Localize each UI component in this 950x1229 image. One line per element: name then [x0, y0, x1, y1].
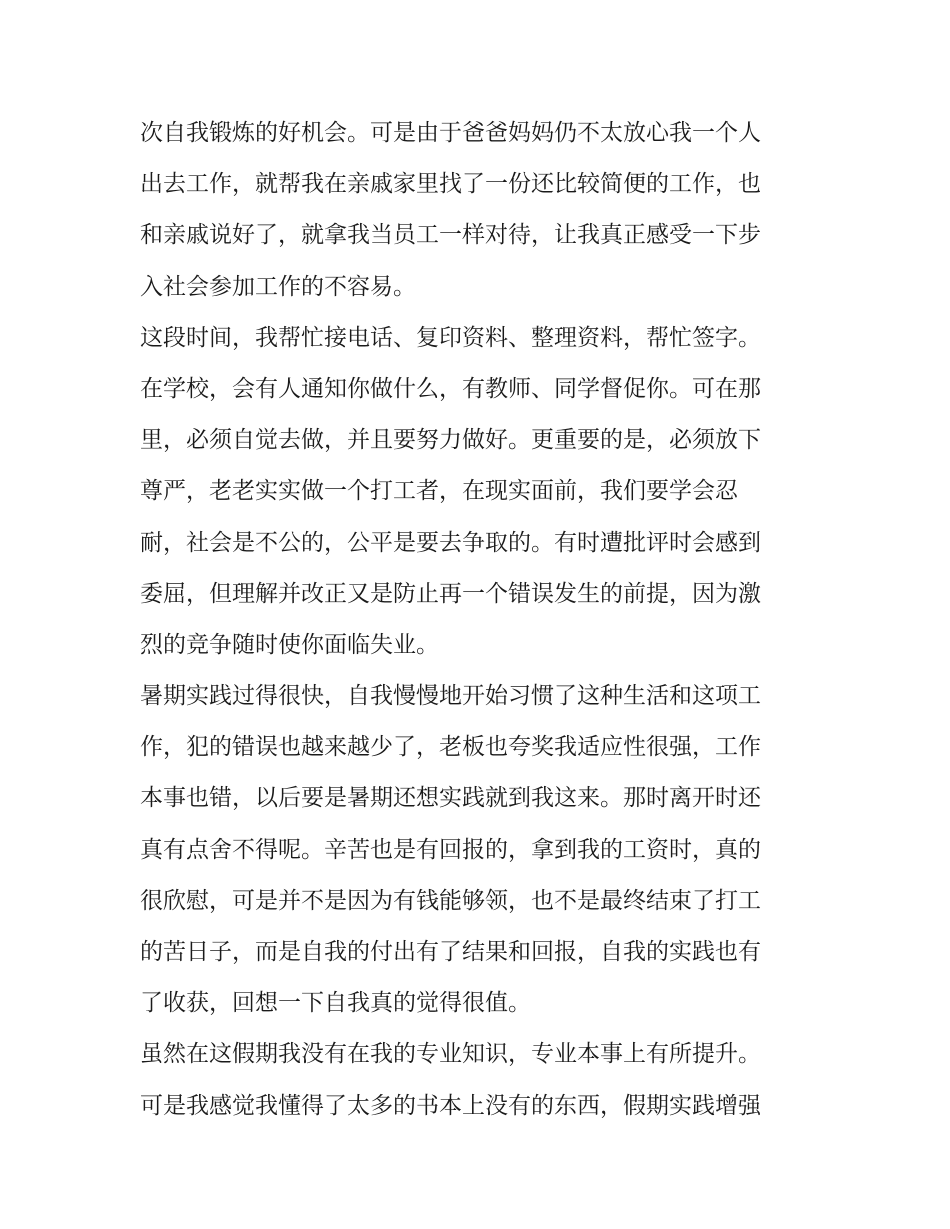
text-line: 委屈，但理解并改正又是防止再一个错误发生的前提，因为激	[140, 580, 761, 607]
text-line: 在学校，会有人通知你做什么，有教师、同学督促你。可在那	[140, 375, 761, 402]
text-line: 真有点舍不得呢。辛苦也是有回报的，拿到我的工资时，真的	[140, 836, 761, 863]
text-line: 出去工作，就帮我在亲戚家里找了一份还比较简便的工作，也	[140, 171, 761, 198]
text-line: 尊严，老老实实做一个打工者，在现实面前，我们要学会忍	[140, 478, 738, 505]
text-line: 里，必须自觉去做，并且要努力做好。更重要的是，必须放下	[140, 427, 761, 454]
text-line: 本事也错，以后要是暑期还想实践就到我这来。那时离开时还	[140, 785, 761, 812]
text-line: 耐，社会是不公的，公平是要去争取的。有时遭批评时会感到	[140, 529, 761, 556]
text-line: 烈的竞争随时使你面临失业。	[140, 631, 439, 658]
text-line: 这段时间，我帮忙接电话、复印资料、整理资料，帮忙签字。	[140, 324, 761, 351]
text-line: 可是我感觉我懂得了太多的书本上没有的东西，假期实践增强	[140, 1092, 761, 1119]
text-line: 虽然在这假期我没有在我的专业知识，专业本事上有所提升。	[140, 1041, 761, 1068]
text-line: 入社会参加工作的不容易。	[140, 273, 416, 300]
body-text	[140, 108, 820, 1132]
text-line: 作，犯的错误也越来越少了，老板也夸奖我适应性很强，工作	[140, 734, 761, 761]
text-line: 的苦日子，而是自我的付出有了结果和回报，自我的实践也有	[140, 939, 761, 965]
text-line: 次自我锻炼的好机会。可是由于爸爸妈妈仍不太放心我一个人	[140, 120, 761, 146]
text-line: 暑期实践过得很快，自我慢慢地开始习惯了这种生活和这项工	[140, 683, 761, 710]
text-line: 了收获，回想一下自我真的觉得很值。	[140, 990, 531, 1017]
text-line: 很欣慰，可是并不是因为有钱能够领，也不是最终结束了打工	[140, 887, 761, 914]
text-line: 和亲戚说好了，就拿我当员工一样对待，让我真正感受一下步	[140, 222, 761, 249]
